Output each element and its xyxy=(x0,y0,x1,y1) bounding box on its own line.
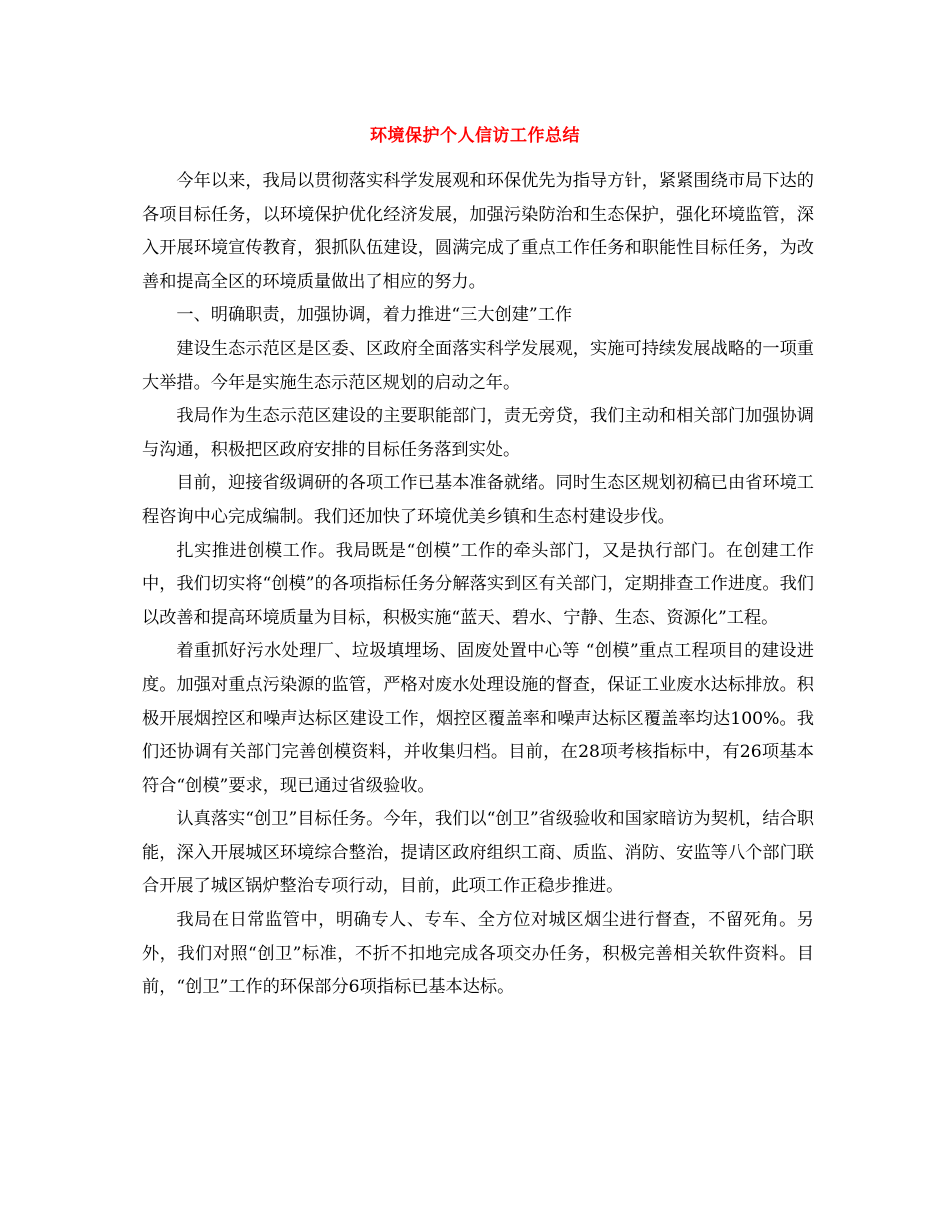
document-body xyxy=(142,165,814,1005)
paragraph: 目前，迎接省级调研的各项工作已基本准备就绪。同时生态区规划初稿已由省环境工程咨询中心完成编制。我们还加快了环境优美乡镇和生态村建设步伐。 xyxy=(142,473,814,527)
paragraph: 建设生态示范区是区委、区政府全面落实科学发展观，实施可持续发展战略的一项重大举措。今年是实施生态示范区规划的启动之年。 xyxy=(142,338,814,393)
document-title: 环境保护个人信访工作总结 xyxy=(370,126,580,146)
paragraph: 我局作为生态示范区建设的主要职能部门，责无旁贷，我们主动和相关部门加强协调与沟通，积极把区政府安排的目标任务落到实处。 xyxy=(142,406,814,460)
paragraph: 扎实推进创模工作。我局既是“创模”工作的牵头部门，又是执行部门。在创建工作中，我们切实将“创模”的各项指标任务分解落实到区有关部门，定期排查工作进度。我们以改善和提高环境质量为目标，积极实施“蓝天、碧水、宁静、生态、资源化”工程。 xyxy=(142,540,814,628)
paragraph: 认真落实“创卫”目标任务。今年，我们以“创卫”省级验收和国家暗访为契机，结合职能，深入开展城区环境综合整治，提请区政府组织工商、质监、消防、安监等八个部门联合开展了城区锅炉整治专项行动，目前，此项工作正稳步推进。 xyxy=(142,809,814,897)
paragraph-intro: 今年以来，我局以贯彻落实科学发展观和环保优先为指导方针，紧紧围绕市局下达的各项目标任务，以环境保护优化经济发展，加强污染防治和生态保护，强化环境监管，深入开展环境宣传教育，狠抓队伍建设，圆满完成了重点工作任务和职能性目标任务，为改善和提高全区的环境质量做出了相应的努力。 xyxy=(142,171,814,292)
section-heading: 一、明确职责，加强协调，着力推进“三大创建”工作 xyxy=(176,305,573,326)
paragraph: 我局在日常监管中，明确专人、专车、全方位对城区烟尘进行督查，不留死角。另外，我们对照“创卫”标准，不折不扣地完成各项交办任务，积极完善相关软件资料。目前，“创卫”工作的环保部分6项指标已基本达标。 xyxy=(142,910,814,998)
paragraph: 着重抓好污水处理厂、垃圾填埋场、固废处置中心等 “创模”重点工程项目的建设进度。加强对重点污染源的监管，严格对废水处理设施的督查，保证工业废水达标排放。积极开展烟控区和噪声达标区建设工作，烟控区覆盖率和噪声达标区覆盖率均达100%。我们还协调有关部门完善创模资料，并收集归档。目前，在28项考核指标中，有26项基本符合“创模”要求，现已通过省级验收。 xyxy=(142,641,814,796)
